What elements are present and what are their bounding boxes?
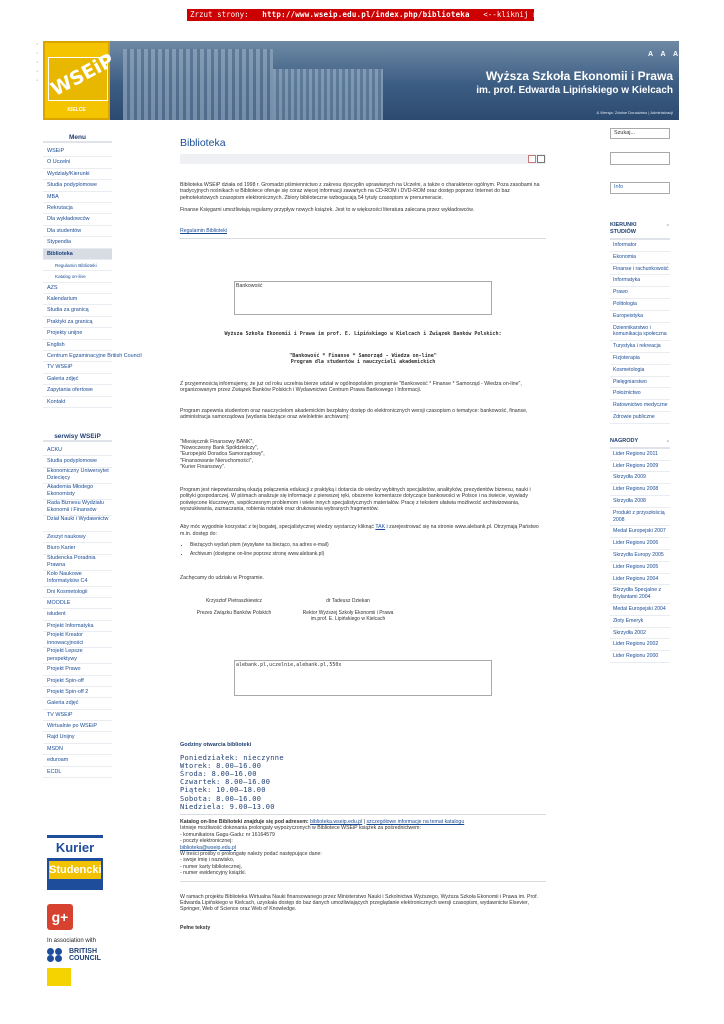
login-field[interactable] bbox=[610, 152, 670, 165]
catalog-line: - komunikatora Gagu-Gadu: nr 16164579 bbox=[180, 831, 275, 838]
virtual-library-paragraph: W ramach projektu Biblioteka Wirtualna Nauki finansowanego przez Ministerstwo Nauki i Szkolnictwa Wyższego, Wyższa Szkoła Ekonomii i Prawa im. Prof. Edwarda Lipińskiego w Kielcach, uzyskała dostęp do baz danych umożliwiających przeglądanie elektronicznych wersji czasopism, wydawnictw Elsevier, Springer, Web of Science oraz Web of Knowledge. bbox=[180, 893, 538, 913]
service-item[interactable]: Projekt Prawo bbox=[43, 664, 112, 675]
menu-item[interactable]: Praktyki za granicą bbox=[43, 317, 112, 328]
banner-subtitle: im. prof. Edwarda Lipińskiego w Kielcach bbox=[476, 85, 673, 96]
screenshot-url-bar[interactable] bbox=[187, 9, 579, 21]
award-item[interactable]: Skrzydła Specjalne z Brylantami 2004 bbox=[610, 585, 670, 604]
banner-subline: & Wersja: Zdalne Doradztwo | Administracji bbox=[596, 110, 673, 115]
hours-line: Czwartek: 8.00–16.00 bbox=[180, 778, 271, 787]
services-list bbox=[43, 445, 112, 778]
kierunek-item[interactable]: Ratownictwo medyczne bbox=[610, 400, 670, 412]
menu-item[interactable]: Kalendarium bbox=[43, 294, 112, 305]
kierunek-item[interactable]: Europeistyka bbox=[610, 311, 670, 323]
magazine-item: "Miesięcznik Finansowy BANK", bbox=[180, 438, 254, 445]
service-item[interactable]: Galeria zdjęć bbox=[43, 698, 112, 709]
signature-role: Prezes Związku Banków Polskich bbox=[196, 609, 272, 616]
service-item[interactable]: Studencka Poradnia Prawna bbox=[43, 555, 112, 571]
logo-mark bbox=[47, 49, 118, 101]
bullet[interactable]: · bbox=[36, 41, 39, 48]
kierunki-list bbox=[610, 240, 670, 424]
promo-column bbox=[43, 835, 112, 986]
service-item[interactable]: Wirtualnie po WSEiP bbox=[43, 721, 112, 732]
signature-role: Rektor Wyższej Szkoły Ekonomii i Prawa bbox=[302, 609, 394, 616]
top-bar bbox=[0, 0, 724, 36]
logo-city: KIELCE bbox=[67, 107, 86, 113]
service-item[interactable]: MOODLE bbox=[43, 598, 112, 609]
catalog-lines-2 bbox=[180, 851, 546, 877]
service-item[interactable]: Rajd Unijny bbox=[43, 732, 112, 743]
service-item[interactable]: Dział Nauki i Wydawnictw bbox=[43, 516, 112, 532]
menu-item[interactable]: Biblioteka bbox=[43, 249, 112, 260]
award-item[interactable]: Lider Regionu 2008 bbox=[610, 484, 670, 496]
kierunek-item[interactable]: Prawo bbox=[610, 287, 670, 299]
studencki-label: Studencki bbox=[49, 861, 101, 879]
kierunek-item[interactable]: Kosmetologia bbox=[610, 365, 670, 377]
header-banner bbox=[43, 41, 682, 120]
award-item[interactable]: Lider Regionu 2000 bbox=[610, 651, 670, 663]
nagrody-heading[interactable] bbox=[610, 438, 670, 449]
kierunek-item[interactable]: Dziennikarstwo i komunikacja społeczna bbox=[610, 323, 670, 342]
award-item[interactable]: Skrzydła 2008 bbox=[610, 496, 670, 508]
hours-line: Wtorek: 8.00–16.00 bbox=[180, 761, 262, 770]
yellow-banner[interactable] bbox=[47, 968, 71, 986]
service-item[interactable]: Zeszyt naukowy bbox=[43, 532, 112, 543]
bc-line1: BRITISH bbox=[69, 948, 97, 955]
wseip-logo[interactable] bbox=[43, 41, 118, 120]
program-heading: Wyższa Szkoła Ekonomii i Prawa im prof. E. Lipińskiego w Kielcach i Związek Banków Polskich: bbox=[224, 331, 502, 338]
service-item[interactable]: TV WSEiP bbox=[43, 710, 112, 721]
catalog-line: W treści prośby o prolongatę należy podać następujące dane: bbox=[180, 850, 322, 857]
menu-item[interactable]: WSEiP bbox=[43, 146, 112, 157]
menu-item[interactable]: English bbox=[43, 340, 112, 351]
service-item[interactable]: Projekt Spin-off bbox=[43, 676, 112, 687]
hours-line: Sobota: 8.00–16.00 bbox=[180, 794, 262, 803]
award-item[interactable]: Skrzydła Europy 2005 bbox=[610, 550, 670, 562]
hours-list bbox=[180, 754, 546, 811]
signature-name: Krzysztof Pietraszkiewicz bbox=[205, 597, 263, 604]
menu-item[interactable]: TV WSEiP bbox=[43, 362, 112, 373]
kurier-label: Kurier bbox=[47, 838, 103, 858]
menu-item[interactable]: MBA bbox=[43, 192, 112, 203]
service-item[interactable]: eduroam bbox=[43, 755, 112, 766]
google-plus-icon[interactable]: g+ bbox=[47, 904, 73, 930]
kurier-studencki-banner[interactable] bbox=[47, 835, 103, 890]
award-item[interactable]: Lider Regionu 2009 bbox=[610, 461, 670, 473]
menu-item[interactable]: Katalog on-line bbox=[43, 271, 112, 282]
menu-item[interactable]: Studia za granicą bbox=[43, 305, 112, 316]
kierunki-heading[interactable] bbox=[610, 222, 670, 240]
banner-title: Wyższa Szkoła Ekonomii i Prawa bbox=[485, 69, 673, 83]
chevron-up-icon[interactable]: ⌃ bbox=[665, 439, 670, 446]
services-menu bbox=[43, 430, 112, 778]
access-list bbox=[190, 541, 546, 559]
email-link[interactable]: biblioteka@wseip.edu.pl bbox=[180, 844, 237, 851]
building-image bbox=[273, 69, 383, 120]
catalog-lines bbox=[180, 825, 546, 844]
logo-text: WSEiP bbox=[47, 49, 118, 101]
invite-text: Zachęcamy do udziału w Programie. bbox=[180, 575, 264, 582]
service-item[interactable]: Rada Biznesu Wydziału Ekonomii i Finansów bbox=[43, 500, 112, 516]
left-menu bbox=[43, 131, 142, 408]
screenshot-url[interactable]: http://www.wseip.edu.pl/index.php/biblioteka bbox=[262, 10, 470, 19]
menu-item[interactable]: Projekty unijne bbox=[43, 328, 112, 339]
service-item[interactable]: isłudent bbox=[43, 609, 112, 620]
info-field[interactable]: Info bbox=[610, 182, 670, 194]
register-text: Aby móc wygodnie korzystać z tej bogatej, specjalistycznej wiedzy wystarczy kliknąć bbox=[180, 524, 375, 531]
bankowosc-embed[interactable]: Bankowość bbox=[234, 281, 492, 315]
award-item[interactable]: Skrzydła 2009 bbox=[610, 472, 670, 484]
menu-item[interactable]: Zapytania ofertowe bbox=[43, 385, 112, 396]
catalog-line: - swoje imię i nazwisko, bbox=[180, 857, 235, 864]
catalog-line: Istnieje możliwość dokonania prolongaty wypożyczonych w Bibliotece WSEiP książek za pośrednictwem: bbox=[180, 825, 421, 832]
hours-line: Środa: 8.00–16.00 bbox=[180, 769, 257, 778]
font-size-controls[interactable]: A A A bbox=[648, 51, 682, 58]
menu-item[interactable]: Rekrutacja bbox=[43, 203, 112, 214]
kierunki-title: KIERUNKI STUDIÓW bbox=[610, 222, 637, 235]
service-item[interactable]: ACKU bbox=[43, 445, 112, 456]
catalog-details-link[interactable]: szczegółowe informacje na temat katalogu bbox=[366, 818, 465, 825]
right-column bbox=[610, 128, 670, 663]
kierunek-item[interactable]: Pielęgniarstwo bbox=[610, 377, 670, 389]
pdf-icon[interactable] bbox=[528, 155, 536, 163]
nagrody-list bbox=[610, 449, 670, 663]
service-item[interactable]: Akademia Młodego Ekonomisty bbox=[43, 484, 112, 500]
service-item[interactable]: Projekt Informatyka bbox=[43, 621, 112, 632]
hours-title: Godziny otwarcia biblioteki bbox=[180, 741, 252, 748]
search-input[interactable]: Szukaj... bbox=[610, 128, 670, 139]
register-paragraph bbox=[180, 524, 546, 537]
service-item[interactable]: ECDL bbox=[43, 767, 112, 778]
kierunek-item[interactable]: Turystyka i rekreacja bbox=[610, 341, 670, 353]
hours-line: Piątek: 10.00–18.00 bbox=[180, 786, 266, 795]
kierunek-item[interactable]: Finanse i rachunkowość bbox=[610, 264, 670, 276]
program-subtitle: Program dla studentów i nauczycieli akademickich bbox=[290, 359, 436, 366]
bc-line2: COUNCIL bbox=[69, 955, 101, 962]
program-intro: Z przyjemnością informujemy, że już od roku uczelnia bierze udział w ogólnopolskim programie "Bankowość * Finanse * Samorząd - Wiedza on-line", organizowanym przez Związek Banków Polskich i Wydawnictwo Centrum Prawa Bankowego i Informacji. bbox=[180, 381, 522, 394]
print-icon[interactable] bbox=[537, 155, 545, 163]
catalog-line: - numer ewidencyjny książki. bbox=[180, 870, 247, 877]
service-item[interactable]: Biuro Karier bbox=[43, 543, 112, 554]
catalog-info: Katalog on-line Biblioteki znajduje się pod adresem: biblioteka.wseip.edu.pl | szczegółowe informacje na temat katalogu bbox=[180, 818, 465, 825]
building-image bbox=[123, 49, 273, 120]
magazine-list bbox=[180, 439, 546, 471]
kierunek-item[interactable]: Zdrowie publiczne bbox=[610, 412, 670, 424]
service-item[interactable]: Projekt Lepsze perspektywy bbox=[43, 648, 112, 664]
award-item[interactable]: Lider Regionu 2011 bbox=[610, 449, 670, 461]
divider bbox=[180, 238, 546, 239]
screenshot-label: Zrzut strony: bbox=[190, 10, 249, 19]
association-text: In association with bbox=[47, 938, 97, 944]
access-item: • Archiwum (dostępne on-line poprzez stronę www.alebank.pl) bbox=[190, 550, 546, 559]
bullet[interactable]: · bbox=[36, 68, 39, 75]
catalog-link[interactable]: biblioteka.wseip.edu.pl bbox=[310, 818, 363, 825]
award-item[interactable]: Medal Europejski 2007 bbox=[610, 526, 670, 538]
program-details: Program jest niepowtarzalną okazją połączenia edukacji z praktyką i dotarcia do wiedzy wybitnych specjalistów, analityków, prezydentów biznesu, nauki i polityki gospodarczej. W piśmach analizuje się informacje z pierwszej ręki, obszerne komentarze dotyczące bankowości w Polsce i na świecie, wywiady poświęcone kluczowym, współczesnym problemom i wiele innych specjalistycznych materiałów. Pracę z tekstem ułatwia możliwość archiwizowania, wyszukiwania, zaznaczania, robienia notatek oraz drukowania wybranych fragmentów. bbox=[180, 486, 531, 512]
award-item[interactable]: Lider Regionu 2004 bbox=[610, 574, 670, 586]
program-access: Program zapewnia studentom oraz nauczycielom akademickim bezpłatny dostęp do elektronicznych wersji czasopism o tematyce: bankowość, finanse, administracja samorządowa (wydania bieżące oraz wieloletnie archiwum): bbox=[180, 407, 528, 421]
award-item[interactable]: Medal Europejski 2004 bbox=[610, 604, 670, 616]
magazine-item: "Europejski Doradca Samorządowy", bbox=[180, 451, 265, 458]
accessibility-links bbox=[36, 40, 38, 85]
bullet[interactable]: · bbox=[36, 50, 39, 57]
award-item[interactable]: Złoty Emeryk bbox=[610, 616, 670, 628]
menu-title: Menu bbox=[43, 131, 112, 143]
british-council-logo[interactable] bbox=[47, 948, 112, 962]
services-title: serwisy WSEiP bbox=[43, 430, 112, 442]
page-title: Biblioteka bbox=[180, 137, 226, 149]
hours-line: Niedziela: 9.00–13.00 bbox=[180, 802, 275, 811]
award-item[interactable]: Produkt z przyszłością 2008 bbox=[610, 508, 670, 527]
magazine-item: "Finansowanie Nieruchomości", bbox=[180, 457, 253, 464]
award-item[interactable]: Lider Regionu 2005 bbox=[610, 562, 670, 574]
award-item[interactable]: Lider Regionu 2006 bbox=[610, 538, 670, 550]
award-item[interactable]: Lider Regionu 2002 bbox=[610, 639, 670, 651]
article-toolbar bbox=[180, 154, 546, 164]
signature-role: im.prof. E. Lipińskiego w Kielcach bbox=[310, 615, 386, 622]
alebank-embed[interactable]: alebank.pl,uczelnie,alebank.pl,550x bbox=[234, 660, 492, 696]
finance-paragraph: Finanse Księgarni umożliwiają regularny przypływ nowych książek. Jest to w większości literatura zalecana przez wykładowców. bbox=[180, 207, 475, 214]
signatures bbox=[180, 598, 546, 622]
chevron-up-icon[interactable]: ⌃ bbox=[665, 224, 670, 230]
hours-line: Poniedziałek: nieczynne bbox=[180, 753, 284, 762]
menu-item[interactable]: Galeria zdjęć bbox=[43, 374, 112, 385]
kierunek-item[interactable]: Informator bbox=[610, 240, 670, 252]
kierunek-item[interactable]: Informatyka bbox=[610, 275, 670, 287]
full-texts-heading: Pełne teksty bbox=[180, 924, 211, 931]
menu-item[interactable]: Studia podyplomowe bbox=[43, 180, 112, 191]
menu-item[interactable]: Dla studentów bbox=[43, 226, 112, 237]
menu-item[interactable]: Kontakt bbox=[43, 397, 112, 408]
opening-hours bbox=[180, 742, 546, 811]
main-content bbox=[180, 131, 546, 931]
divider bbox=[180, 814, 546, 815]
award-item[interactable]: Skrzydła 2002 bbox=[610, 628, 670, 640]
menu-item[interactable]: Stypendia bbox=[43, 237, 112, 248]
register-text-2: i zarejestrować się na stronie www.alebank.pl. Otrzymają Państwo m.in. dostęp do: bbox=[180, 524, 539, 537]
menu-item[interactable]: Centrum Egzaminacyjne British Council bbox=[43, 351, 112, 362]
service-item[interactable]: Studia podyplomowe bbox=[43, 456, 112, 467]
menu-item[interactable]: Dla wykładowców bbox=[43, 214, 112, 225]
menu-item[interactable]: Wydziały/Kierunki bbox=[43, 169, 112, 180]
regulations-link[interactable]: Regulamin Biblioteki bbox=[180, 227, 227, 234]
register-link[interactable]: TAK bbox=[375, 524, 386, 531]
british-council-dots-icon bbox=[47, 948, 67, 962]
service-item[interactable]: MSDN bbox=[43, 744, 112, 755]
access-item: • Bieżących wydań pism (wysyłane na bieżąco, na adres e-mail) bbox=[190, 541, 546, 550]
catalog-line: - numer karty bibliotecznej, bbox=[180, 863, 242, 870]
service-item[interactable]: Projekt Spin-off 2 bbox=[43, 687, 112, 698]
service-item[interactable]: Dni Kosmetologii bbox=[43, 587, 112, 598]
nagrody-title: NAGRODY bbox=[610, 437, 639, 444]
menu-item[interactable]: Regulamin Biblioteki bbox=[43, 260, 112, 271]
menu-list bbox=[43, 146, 142, 408]
intro-paragraph: Biblioteka WSEiP działa od 1998 r. Gromadzi piśmiennictwo z zakresu dyscyplin uprawianych na Uczelni, a także o charakterze ogólnym. Poza zasobami na tradycyjnych nośnikach w Bibliotece oferuje się coraz więcej informacji zawartych na CD-ROM i DVD-ROM oraz dostęp poprzez Internet do baz pełnotekstowych czasopism elektronicznych. Zbiory biblioteczne wzbogacają 54 tytuły czasopism w prenumeracie. bbox=[180, 182, 540, 201]
service-item[interactable]: Koło Naukowe Informatyków C4 bbox=[43, 571, 112, 587]
kierunek-item[interactable]: Politologia bbox=[610, 299, 670, 311]
kierunek-item[interactable]: Fizjoterapia bbox=[610, 353, 670, 365]
catalog-label: Katalog on-line Biblioteki znajduje się pod adresem: bbox=[180, 818, 309, 825]
menu-item[interactable]: O Uczelni bbox=[43, 157, 112, 168]
program-name: "Bankowość * Finanse * Samorząd - Wiedza on-line" bbox=[289, 353, 437, 360]
click-hint: <--kliknij na adresie bbox=[483, 10, 579, 19]
bullet[interactable]: · bbox=[36, 59, 39, 66]
divider bbox=[180, 881, 546, 882]
service-item[interactable]: Projekt Kreator innowacyjności bbox=[43, 632, 112, 648]
menu-item[interactable]: AZS bbox=[43, 283, 112, 294]
catalog-line: - poczty elektronicznej: bbox=[180, 838, 233, 845]
kierunek-item[interactable]: Ekonomia bbox=[610, 252, 670, 264]
magazine-item: "Kurier Finansowy". bbox=[180, 464, 226, 471]
signature-name: dr Tadeusz Dziekan bbox=[326, 597, 370, 604]
kierunek-item[interactable]: Położnictwo bbox=[610, 388, 670, 400]
service-item[interactable]: Ekonomiczny Uniwersytet Dziecięcy bbox=[43, 468, 112, 484]
magazine-item: "Nowoczesny Bank Spółdzielczy", bbox=[180, 445, 259, 452]
bullet[interactable]: · bbox=[36, 77, 39, 84]
